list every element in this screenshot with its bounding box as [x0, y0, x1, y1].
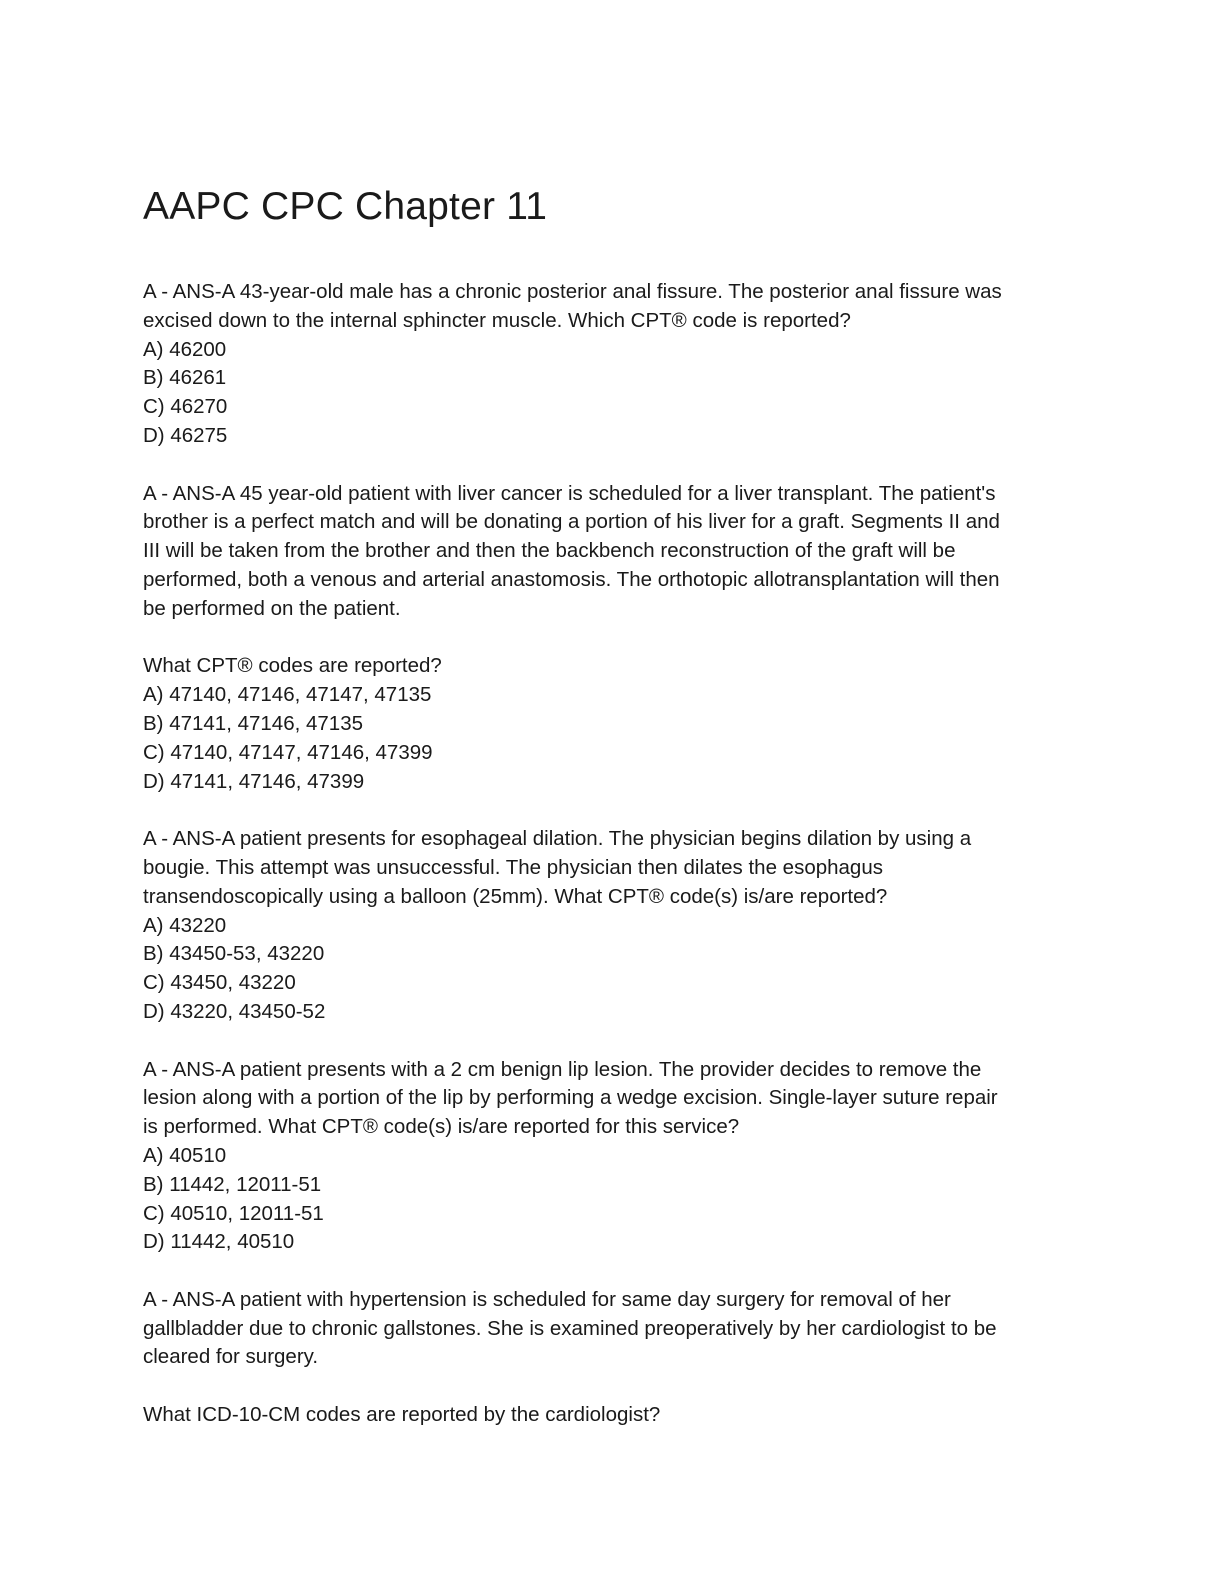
- question-text-line: A - ANS-A patient presents for esophageal dilation. The physician begins dilation by using a: [143, 827, 972, 851]
- question-2: [143, 480, 1083, 797]
- paragraph-gap: [143, 1372, 1083, 1401]
- answer-option: B) 46261: [143, 366, 227, 390]
- question-4: [143, 1056, 1083, 1258]
- answer-option: B) 47141, 47146, 47135: [143, 711, 363, 735]
- question-1: [143, 278, 1083, 451]
- question-text-line: is performed. What CPT® code(s) is/are reported for this service?: [143, 1115, 740, 1139]
- answer-options: [143, 681, 1083, 796]
- question-text-line: performed, both a venous and arterial anastomosis. The orthotopic allotransplantation will then: [143, 567, 1000, 591]
- question-text-line: A - ANS-A patient with hypertension is scheduled for same day surgery for removal of her: [143, 1287, 951, 1311]
- answer-option: D) 43220, 43450-52: [143, 999, 326, 1023]
- question-text-line: excised down to the internal sphincter muscle. Which CPT® code is reported?: [143, 308, 851, 332]
- answer-options: [143, 1142, 1083, 1257]
- document-title: AAPC CPC Chapter 11: [143, 185, 548, 228]
- question-3: [143, 825, 1083, 1027]
- answer-option: D) 46275: [143, 423, 228, 447]
- answer-option: C) 40510, 12011-51: [143, 1201, 324, 1225]
- answer-option: A) 47140, 47146, 47147, 47135: [143, 683, 432, 707]
- answer-option: B) 43450-53, 43220: [143, 942, 325, 966]
- question-text-line: transendoscopically using a balloon (25mm). What CPT® code(s) is/are reported?: [143, 884, 888, 908]
- answer-option: A) 46200: [143, 337, 227, 361]
- answer-option: B) 11442, 12011-51: [143, 1172, 322, 1196]
- question-text-line: A - ANS-A 45 year-old patient with liver cancer is scheduled for a liver transplant. The patient's: [143, 481, 996, 505]
- question-text-line: bougie. This attempt was unsuccessful. The physician then dilates the esophagus: [143, 855, 883, 879]
- paragraph-gap: [143, 624, 1083, 653]
- question-text-line: gallbladder due to chronic gallstones. She is examined preoperatively by her cardiologist to be: [143, 1316, 997, 1340]
- answer-option: C) 43450, 43220: [143, 971, 296, 995]
- answer-option: C) 46270: [143, 395, 228, 419]
- answer-option: A) 40510: [143, 1143, 227, 1167]
- question-text-line: A - ANS-A 43-year-old male has a chronic posterior anal fissure. The posterior anal fissure was: [143, 280, 1002, 303]
- question-text-line: lesion along with a portion of the lip by performing a wedge excision. Single-layer suture repair: [143, 1086, 998, 1110]
- question-followup: What CPT® codes are reported?: [143, 654, 442, 678]
- answer-option: D) 11442, 40510: [143, 1230, 295, 1254]
- answer-option: A) 43220: [143, 913, 227, 937]
- question-followup: What ICD-10-CM codes are reported by the cardiologist?: [143, 1403, 661, 1427]
- question-text-line: cleared for surgery.: [143, 1345, 319, 1369]
- question-text-line: brother is a perfect match and will be donating a portion of his liver for a graft. Segments II and: [143, 510, 1000, 534]
- document-page: [143, 183, 1083, 1459]
- question-text-line: be performed on the patient.: [143, 596, 401, 620]
- answer-option: C) 47140, 47147, 47146, 47399: [143, 740, 433, 764]
- question-5: [143, 1286, 1083, 1430]
- question-text-line: A - ANS-A patient presents with a 2 cm benign lip lesion. The provider decides to remove the: [143, 1057, 982, 1081]
- answer-options: [143, 336, 1083, 451]
- answer-options: [143, 912, 1083, 1027]
- question-text-line: III will be taken from the brother and then the backbench reconstruction of the graft will be: [143, 539, 956, 563]
- answer-option: D) 47141, 47146, 47399: [143, 769, 365, 793]
